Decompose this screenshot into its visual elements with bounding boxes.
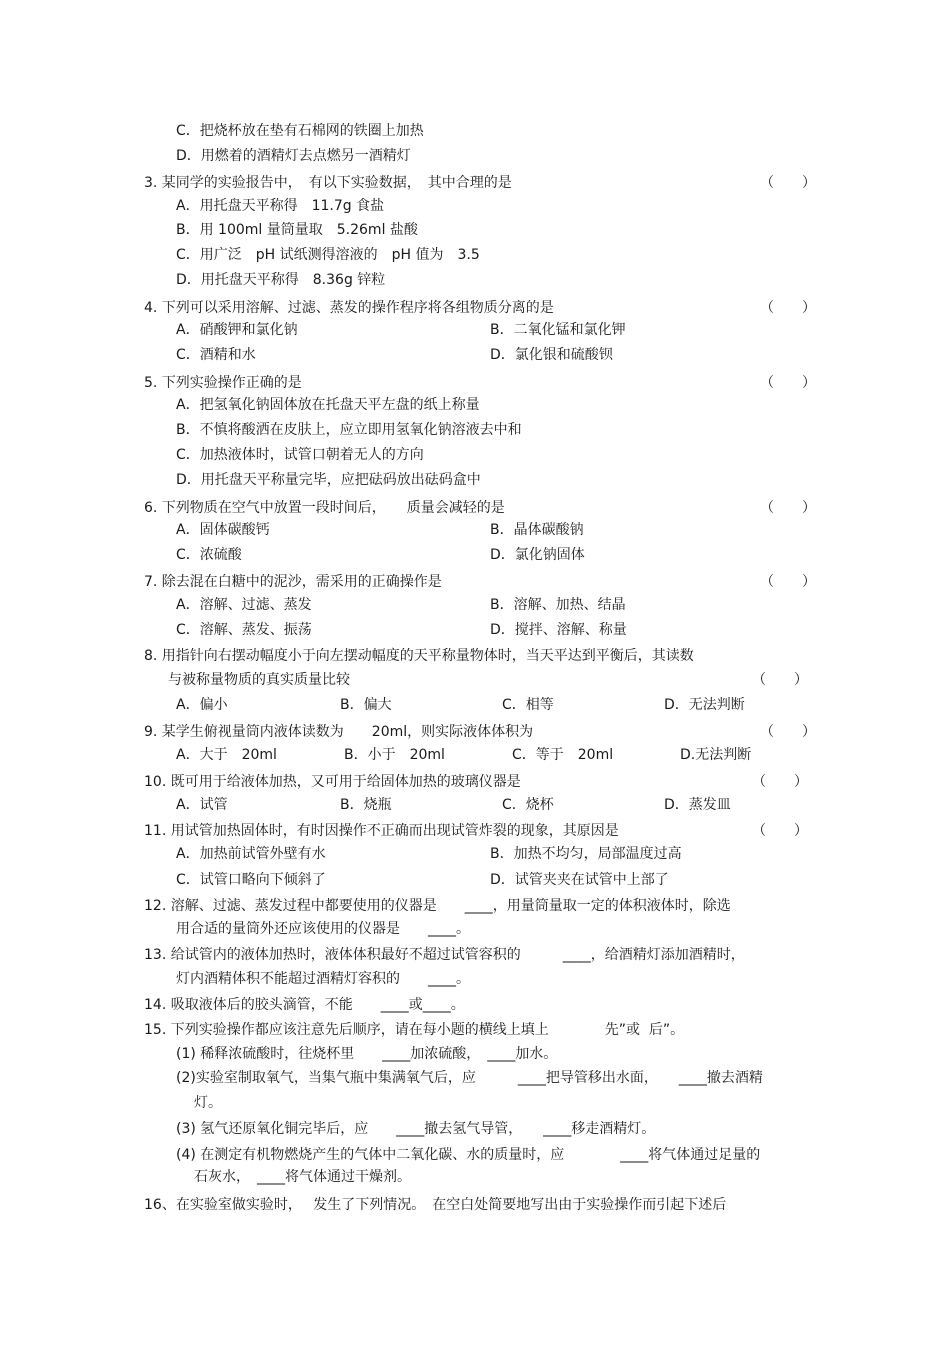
question-11: 11. 用试管加热固体时，有时因操作不正确而出现试管炸裂的现象，其原因是 bbox=[144, 823, 619, 839]
answer-parens: （ ） bbox=[760, 300, 816, 316]
question-13: 13. 给试管内的液体加热时，液体体积最好不超过试管容积的 ____，给酒精灯添加酒精时， bbox=[144, 947, 745, 963]
option-line: C．用广泛 pH 试纸测得溶液的 pH 值为 3.5 bbox=[176, 247, 480, 263]
option-line: D．搅拌、溶解、称量 bbox=[490, 622, 627, 638]
sub-question-1: (1) 稀释浓硫酸时，往烧杯里 ____加浓硫酸， ____加水。 bbox=[176, 1046, 558, 1062]
option-line: C．烧杯 bbox=[502, 797, 554, 813]
question-14: 14. 吸取液体后的胶头滴管，不能 ____或____。 bbox=[144, 997, 465, 1013]
answer-parens: （ ） bbox=[760, 175, 816, 191]
answer-parens: （ ） bbox=[752, 774, 808, 790]
option-line: B．二氧化锰和氯化钾 bbox=[490, 322, 626, 338]
option-line: D．用托盘天平称量完毕，应把砝码放出砝码盒中 bbox=[176, 472, 481, 488]
sub-question-4: (4) 在测定有机物燃烧产生的气体中二氧化碳、水的质量时，应 ____将气体通过足量的 bbox=[176, 1147, 761, 1163]
answer-parens: （ ） bbox=[752, 823, 808, 839]
question-5: 5. 下列实验操作正确的是 bbox=[144, 375, 302, 391]
option-line: C．酒精和水 bbox=[176, 347, 256, 363]
question-4: 4. 下列可以采用溶解、过滤、蒸发的操作程序将各组物质分离的是 bbox=[144, 300, 554, 316]
option-line: C．把烧杯放在垫有石棉网的铁圈上加热 bbox=[176, 123, 424, 139]
option-line: D．用托盘天平称得 8.36g 锌粒 bbox=[176, 272, 386, 288]
question-7: 7. 除去混在白糖中的泥沙，需采用的正确操作是 bbox=[144, 574, 442, 590]
option-line: B．溶解、加热、结晶 bbox=[490, 597, 626, 613]
answer-parens: （ ） bbox=[760, 724, 816, 740]
question-13-cont: 灯内酒精体积不能超过酒精灯容积的 ____。 bbox=[176, 971, 470, 987]
question-3: 3. 某同学的实验报告中， 有以下实验数据， 其中合理的是 bbox=[144, 175, 512, 191]
option-line: D．试管夹夹在试管中上部了 bbox=[490, 872, 669, 888]
option-line: A．固体碳酸钙 bbox=[176, 522, 270, 538]
option-line: A．试管 bbox=[176, 797, 228, 813]
question-8: 8. 用指针向右摆动幅度小于向左摆动幅度的天平称量物体时，当天平达到平衡后，其读数 bbox=[144, 648, 694, 664]
option-line: C．等于 20ml bbox=[512, 747, 614, 763]
question-16: 16、在实验室做实验时， 发生了下列情况。 在空白处简要地写出由于实验操作而引起下述后 bbox=[144, 1197, 727, 1213]
option-line: B．用 100ml 量筒量取 5.26ml 盐酸 bbox=[176, 222, 418, 238]
option-line: D.无法判断 bbox=[680, 747, 752, 763]
option-line: A．把氢氧化钠固体放在托盘天平左盘的纸上称量 bbox=[176, 397, 480, 413]
option-line: C．加热液体时，试管口朝着无人的方向 bbox=[176, 447, 424, 463]
answer-parens: （ ） bbox=[760, 375, 816, 391]
sub-question-4-cont: 石灰水， ____将气体通过干燥剂。 bbox=[194, 1169, 411, 1185]
sub-question-2-cont: 灯。 bbox=[194, 1095, 222, 1111]
option-line: B．晶体碳酸钠 bbox=[490, 522, 584, 538]
option-line: C．试管口略向下倾斜了 bbox=[176, 872, 326, 888]
option-line: D．蒸发皿 bbox=[664, 797, 731, 813]
sub-question-3: (3) 氢气还原氧化铜完毕后，应 ____撤去氢气导管， ____移走酒精灯。 bbox=[176, 1121, 656, 1137]
option-line: D．无法判断 bbox=[664, 697, 745, 713]
option-line: B．加热不均匀，局部温度过高 bbox=[490, 846, 682, 862]
option-line: A．大于 20ml bbox=[176, 747, 277, 763]
answer-parens: （ ） bbox=[760, 574, 816, 590]
sub-question-2: (2)实验室制取氧气，当集气瓶中集满氧气后，应 ____把导管移出水面， ____撤去酒精 bbox=[176, 1070, 763, 1086]
answer-parens: （ ） bbox=[760, 500, 816, 516]
option-line: D．用燃着的酒精灯去点燃另一酒精灯 bbox=[176, 148, 411, 164]
option-line: D．氯化钠固体 bbox=[490, 547, 585, 563]
question-8-cont: 与被称量物质的真实质量比较 bbox=[168, 672, 350, 688]
question-10: 10. 既可用于给液体加热，又可用于给固体加热的玻璃仪器是 bbox=[144, 774, 521, 790]
option-line: B．不慎将酸洒在皮肤上，应立即用氢氧化钠溶液去中和 bbox=[176, 422, 522, 438]
option-line: C．浓硫酸 bbox=[176, 547, 242, 563]
option-line: A．溶解、过滤、蒸发 bbox=[176, 597, 312, 613]
question-12-cont: 用合适的量筒外还应该使用的仪器是 ____。 bbox=[176, 921, 470, 937]
option-line: A．硝酸钾和氯化钠 bbox=[176, 322, 298, 338]
option-line: C．相等 bbox=[502, 697, 554, 713]
question-15: 15. 下列实验操作都应该注意先后顺序，请在每小题的横线上填上 先”或 后”。 bbox=[144, 1022, 685, 1038]
option-line: B．偏大 bbox=[340, 697, 392, 713]
option-line: D．氯化银和硫酸钡 bbox=[490, 347, 613, 363]
option-line: B．小于 20ml bbox=[344, 747, 445, 763]
option-line: A．用托盘天平称得 11.7g 食盐 bbox=[176, 198, 385, 214]
question-12: 12. 溶解、过滤、蒸发过程中都要使用的仪器是 ____，用量筒量取一定的体积液体时，除选 bbox=[144, 898, 731, 914]
question-6: 6. 下列物质在空气中放置一段时间后， 质量会减轻的是 bbox=[144, 500, 505, 516]
option-line: B．烧瓶 bbox=[340, 797, 392, 813]
option-line: C．溶解、蒸发、振荡 bbox=[176, 622, 312, 638]
option-line: A．加热前试管外壁有水 bbox=[176, 846, 326, 862]
option-line: A．偏小 bbox=[176, 697, 228, 713]
answer-parens: （ ） bbox=[752, 672, 808, 688]
question-9: 9. 某学生俯视量筒内液体读数为 20ml，则实际液体体积为 bbox=[144, 724, 534, 740]
